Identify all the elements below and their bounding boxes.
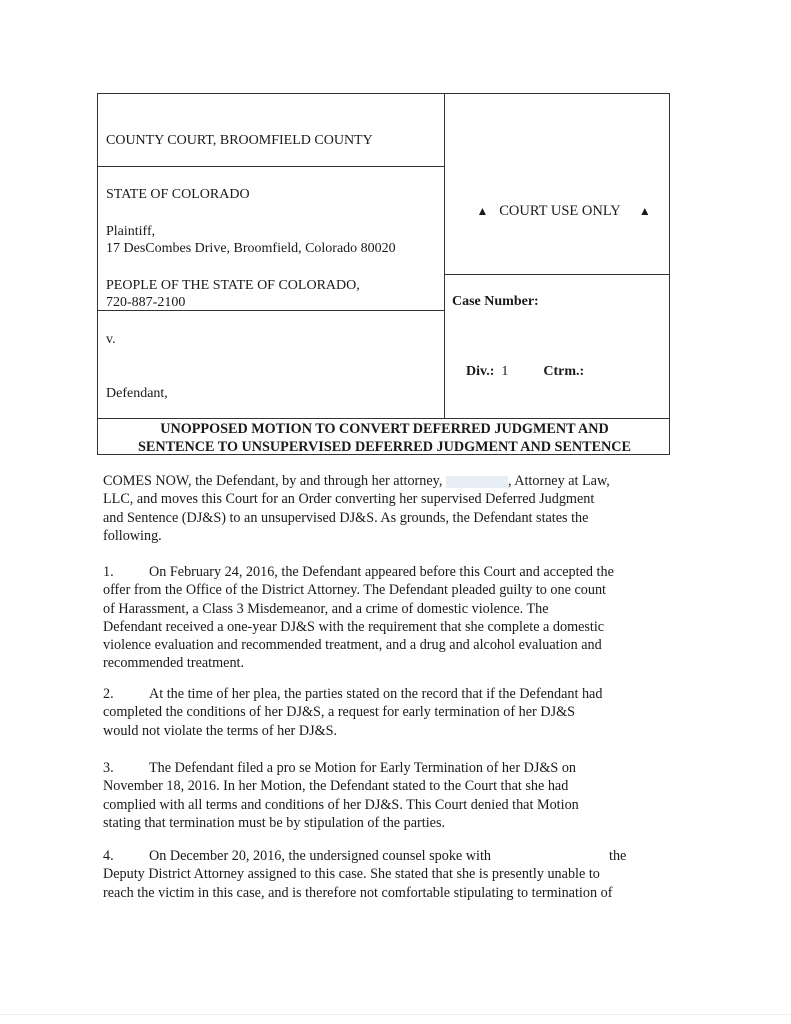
defendant-label: Defendant, [106,386,168,401]
intro-line3: and Sentence (DJ&S) to an unsupervised DJ&S. As grounds, the Defendant states the [103,509,589,526]
paragraph-number: 3. [103,760,114,776]
paragraph-line: would not violate the terms of her DJ&S. [103,722,338,739]
motion-title-line2: SENTENCE TO UNSUPERVISED DEFERRED JUDGMENT AND SENTENCE [137,439,631,455]
parties-block [106,187,360,439]
paragraph-line: violence evaluation and recommended treatment, and a drug and alcohol evaluation and [103,637,602,654]
division-value: 1 [501,364,509,379]
court-state: STATE OF COLORADO [106,187,250,202]
paragraph-line: of Harassment, a Class 3 Misdemeanor, and a crime of domestic violence. The [103,600,549,617]
paragraph-line: November 18, 2016. In her Motion, the Defendant stated to the Court that she had [103,778,569,795]
paragraph-number: 4. [103,848,114,864]
division-courtroom-row [452,345,584,399]
numbered-paragraph-2 [103,685,665,740]
division-label: Div.: [466,364,495,379]
paragraph-number: 1. [103,564,114,580]
numbered-paragraph-4 [103,847,665,902]
paragraph-line: Deputy District Attorney assigned to this case. She stated that she is presently unable to [103,866,600,883]
paragraph-line: Defendant received a one-year DJ&S with the requirement that she complete a domestic [103,618,605,635]
paragraph-line: stating that termination must be by stipulation of the parties. [103,814,446,831]
numbered-paragraph-3 [103,759,665,832]
redacted-attorney-name [446,476,508,488]
plaintiff-name: PEOPLE OF THE STATE OF COLORADO, [106,278,360,293]
paragraph-line: recommended treatment. [103,655,245,672]
triangle-up-icon: ▲ [476,204,489,218]
paragraph-line-end: the [609,848,627,864]
caption-vertical-divider [444,94,445,419]
paragraph-line: On December 20, 2016, the undersigned counsel spoke with [149,848,491,864]
court-phone: 720-887-2100 [106,295,186,310]
page-bottom-edge [0,1014,791,1015]
courtroom-label: Ctrm.: [543,364,585,379]
intro-line1-start: COMES NOW, the Defendant, by and through her attorney, [103,473,443,489]
paragraph-number: 2. [103,686,114,702]
paragraph-line: completed the conditions of her DJ&S, a request for early termination of her DJ&S [103,704,576,721]
paragraph-line: complied with all terms and conditions of her DJ&S. This Court denied that Motion [103,796,579,813]
case-caption-table [97,93,670,455]
intro-line4: following. [103,527,162,544]
intro-line2: LLC, and moves this Court for an Order converting her supervised Deferred Judgment [103,491,595,508]
paragraph-line: On February 24, 2016, the Defendant appeared before this Court and accepted the [149,564,614,580]
numbered-paragraph-1 [103,563,665,673]
case-number-label: Case Number: [452,294,539,309]
caption-divider-court-use [444,274,670,275]
motion-title-line1: UNOPPOSED MOTION TO CONVERT DEFERRED JUDGMENT AND [160,421,609,437]
court-name: COUNTY COURT, BROOMFIELD COUNTY [106,133,373,148]
court-address: 17 DesCombes Drive, Broomfield, Colorado 80020 [106,241,396,256]
paragraph-line: offer from the Office of the District Attorney. The Defendant pleaded guilty to one count [103,582,606,599]
paragraph-line: The Defendant filed a pro se Motion for Early Termination of her DJ&S on [149,760,577,776]
versus-label: v. [106,332,116,347]
paragraph-line: At the time of her plea, the parties stated on the record that if the Defendant had [149,686,603,702]
triangle-up-icon: ▲ [638,204,651,218]
court-use-only-text: COURT USE ONLY [499,203,621,219]
intro-paragraph [103,472,665,545]
paragraph-line: reach the victim in this case, and is therefore not comfortable stipulating to termination of [103,884,613,901]
intro-line1-end: , Attorney at Law, [507,473,610,489]
court-use-only-label [462,186,651,237]
plaintiff-label: Plaintiff, [106,224,156,239]
